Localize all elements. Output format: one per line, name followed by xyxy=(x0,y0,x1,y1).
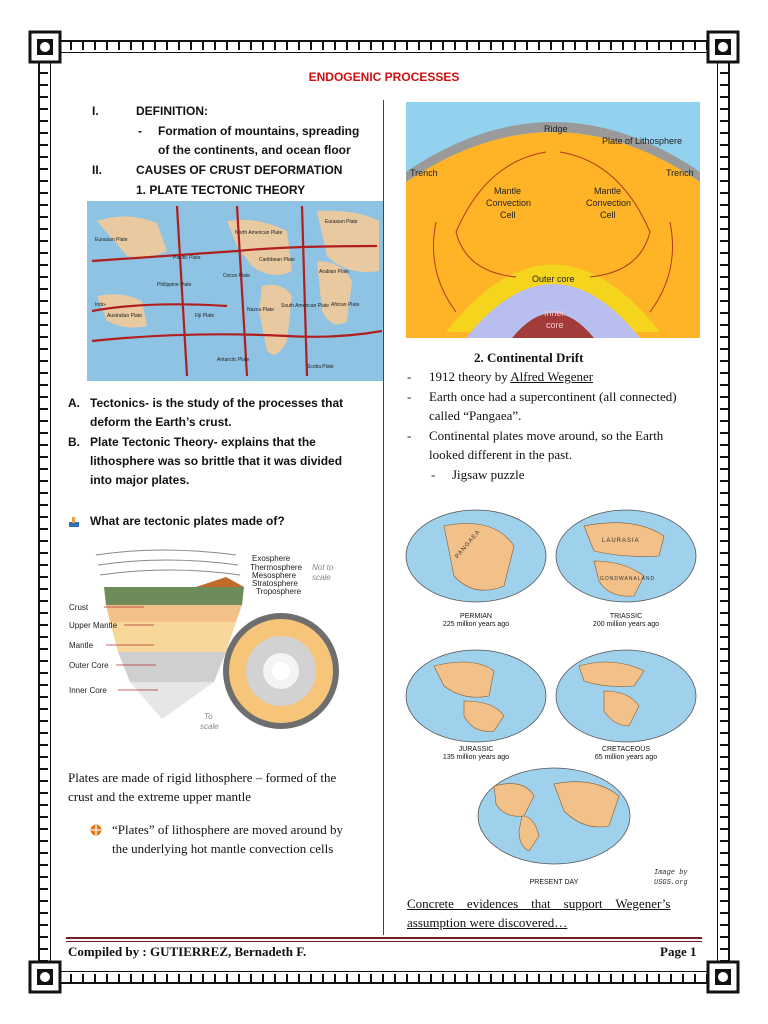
border-pattern-right xyxy=(720,60,728,964)
plates-moved-text: “Plates” of lithosphere are moved around by xyxy=(112,822,344,837)
map-label: Arabian Plate xyxy=(319,269,350,275)
layer-label: Mantle xyxy=(69,641,94,650)
map-label: North American Plate xyxy=(235,230,283,236)
footer-rule xyxy=(66,941,702,942)
map-label: Eurasian Plate xyxy=(95,237,128,243)
subsection-heading: 1. PLATE TECTONIC THEORY xyxy=(136,183,306,197)
atm-label: Stratosphere xyxy=(252,579,298,588)
diagram-label: Mantle xyxy=(594,186,622,196)
evidence-text: Concrete evidences that support Wegener’s xyxy=(407,896,671,911)
diagram-label: Outer core xyxy=(532,274,575,284)
drift-bullet: Earth once had a supercontinent (all connected) xyxy=(429,389,677,404)
atm-label: Exosphere xyxy=(252,554,291,563)
evidence-text: assumption were discovered… xyxy=(407,915,568,930)
definition-b-cont: lithosphere was so brittle that it was divided xyxy=(90,454,343,468)
mantle-convection-diagram xyxy=(406,102,700,338)
globe-word: GONDWANALAND xyxy=(600,576,656,582)
definition-a: Tectonics- is the study of the processes that xyxy=(90,396,344,410)
section-number: I. xyxy=(92,104,99,118)
list-label: A. xyxy=(68,396,80,410)
drift-bullet: 1912 theory by Alfred Wegener xyxy=(429,369,594,384)
diagram-label: core xyxy=(546,320,564,330)
globe-caption: PERMIAN 225 million years ago xyxy=(442,613,510,628)
footer-rule xyxy=(66,937,702,939)
map-label: South American Plate xyxy=(281,303,330,309)
continental-drift-globes xyxy=(404,506,704,890)
border-pattern-left xyxy=(40,60,48,964)
definition-a-cont: deform the Earth’s crust. xyxy=(90,415,232,429)
globe-caption: TRIASSIC 200 million years ago xyxy=(592,613,660,628)
map-label: Caribbean Plate xyxy=(259,257,295,263)
diagram-label: Trench xyxy=(410,168,438,178)
hand-pointer-icon xyxy=(68,515,80,527)
layer-label: Crust xyxy=(69,603,89,612)
map-label: Scotia Plate xyxy=(307,364,334,370)
atm-label: Mesosphere xyxy=(252,571,297,580)
map-label: African Plate xyxy=(331,302,360,308)
page-title: ENDOGENIC PROCESSES xyxy=(308,70,460,84)
diagram-label: Convection xyxy=(486,198,532,208)
drift-bullet-cont: looked different in the past. xyxy=(429,447,573,462)
map-label: Nazca Plate xyxy=(247,307,274,313)
corner-ornament-icon xyxy=(28,30,62,64)
diagram-label: Cell xyxy=(600,210,616,220)
diagram-label: Ridge xyxy=(544,124,568,134)
diagram-label: Inner xyxy=(544,308,565,318)
bullet-dash: - xyxy=(138,124,142,138)
diagram-label: Cell xyxy=(500,210,516,220)
map-label: Australian Plate xyxy=(107,313,143,319)
drift-heading: 2. Continental Drift xyxy=(474,350,584,365)
image-credit: Image by xyxy=(654,869,688,877)
diagram-label: Trench xyxy=(666,168,694,178)
border-pattern-bottom xyxy=(58,974,710,982)
globe-caption: JURASSIC 135 million years ago xyxy=(442,746,510,761)
footer-page-number: Page 1 xyxy=(660,944,697,959)
plates-made-text: Plates are made of rigid lithosphere – formed of the xyxy=(68,770,337,785)
list-label: B. xyxy=(68,435,80,449)
globe-word: PANGAEA xyxy=(454,528,482,560)
globe-word: LAURASIA xyxy=(602,538,640,544)
definition-b: Plate Tectonic Theory- explains that the xyxy=(90,435,316,449)
plates-made-text: crust and the extreme upper mantle xyxy=(68,789,252,804)
corner-ornament-icon xyxy=(706,960,740,994)
section-number: II. xyxy=(92,163,103,177)
tectonic-plates-map xyxy=(87,201,383,381)
globe-caption: PRESENT DAY xyxy=(529,879,579,886)
earth-layers-diagram xyxy=(66,547,366,739)
border-pattern-top xyxy=(58,42,710,50)
footer-author: Compiled by : GUTIERREZ, Bernadeth F. xyxy=(68,944,307,959)
map-label: Pacific Plate xyxy=(173,255,201,261)
corner-ornament-icon xyxy=(706,30,740,64)
image-credit: USGS.org xyxy=(654,879,688,887)
question-heading: What are tectonic plates made of? xyxy=(90,514,285,528)
diagram-label: Convection xyxy=(586,198,632,208)
layer-label: Outer Core xyxy=(69,661,109,670)
drift-bullet: Continental plates move around, so the Earth xyxy=(429,428,664,443)
definition-text: Formation of mountains, spreading xyxy=(158,124,360,138)
map-label: Philippine Plate xyxy=(157,282,192,288)
map-label: Antarctic Plate xyxy=(217,357,250,363)
map-label: Cocos Plate xyxy=(223,273,250,279)
map-label: Fiji Plate xyxy=(195,313,215,319)
atm-label: Troposphere xyxy=(256,587,302,596)
drift-bullet-cont: called “Pangaea”. xyxy=(429,408,522,423)
drift-sub-bullet: Jigsaw puzzle xyxy=(452,467,525,482)
column-divider xyxy=(383,100,384,935)
not-to-scale-label: scale xyxy=(312,573,331,582)
diagram-label: Plate of Lithosphere xyxy=(602,136,683,146)
to-scale-label: scale xyxy=(200,722,219,731)
diagram-label: Mantle xyxy=(494,186,522,196)
definition-b-cont: into major plates. xyxy=(90,473,190,487)
map-label: Eurasian Plate xyxy=(325,219,358,225)
globe-caption: CRETACEOUS 65 million years ago xyxy=(594,746,658,761)
to-scale-label: To xyxy=(204,712,213,721)
layer-label: Inner Core xyxy=(69,686,107,695)
bullet-gear-icon xyxy=(90,823,102,835)
corner-ornament-icon xyxy=(28,960,62,994)
map-label: Indo- xyxy=(95,302,107,308)
not-to-scale-label: Not to xyxy=(312,563,334,572)
section-heading: DEFINITION: xyxy=(136,104,208,118)
atm-label: Thermosphere xyxy=(250,563,303,572)
layer-label: Upper Mantle xyxy=(69,621,118,630)
section-heading: CAUSES OF CRUST DEFORMATION xyxy=(136,163,343,177)
definition-text: of the continents, and ocean floor xyxy=(158,143,351,157)
plates-moved-text: the underlying hot mantle convection cells xyxy=(112,841,334,856)
